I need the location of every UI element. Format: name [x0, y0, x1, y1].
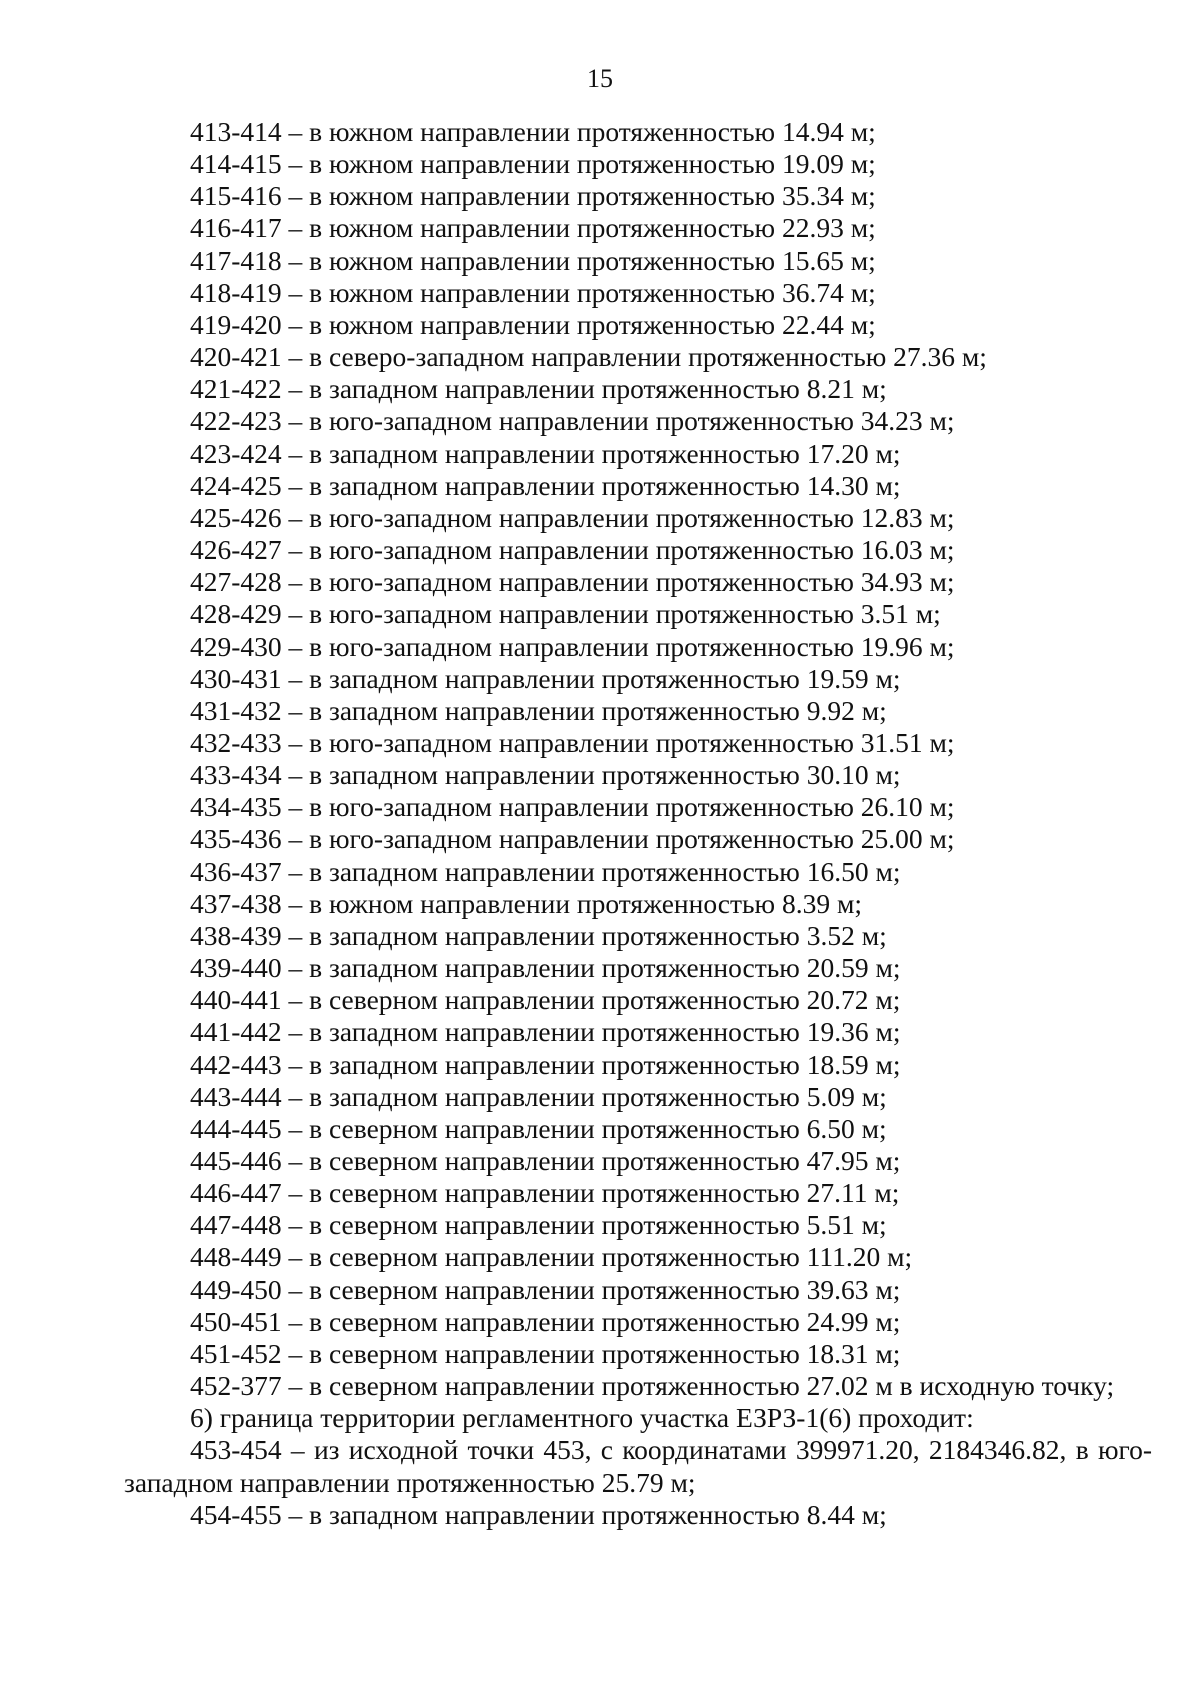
segment-line: 441-442 – в западном направлении протяженностью 19.36 м;	[190, 1016, 901, 1048]
segment-line: 413-414 – в южном направлении протяженностью 14.94 м;	[190, 116, 876, 147]
segment-line: 435-436 – в юго-западном направлении протяженностью 25.00 м;	[190, 823, 955, 855]
segment-line: 418-419 – в южном направлении протяженностью 36.74 м;	[190, 276, 876, 308]
segment-line: 446-447 – в северном направлении протяженностью 27.11 м;	[190, 1177, 900, 1209]
segment-line: 454-455 – в западном направлении протяженностью 8.44 м;	[190, 1498, 887, 1530]
segment-line: 421-422 – в западном направлении протяженностью 8.21 м;	[190, 373, 887, 405]
page-number: 15	[587, 64, 613, 93]
segment-line: 419-420 – в южном направлении протяженностью 22.44 м;	[190, 308, 876, 340]
segment-line: 420-421 – в северо-западном направлении протяженностью 27.36 м;	[190, 341, 987, 373]
segment-line: 433-434 – в западном направлении протяженностью 30.10 м;	[190, 759, 901, 791]
segment-line: 452-377 – в северном направлении протяженностью 27.02 м в исходную точку;	[190, 1370, 1115, 1402]
segment-line: 423-424 – в западном направлении протяженностью 17.20 м;	[190, 437, 901, 469]
segment-line: 437-438 – в южном направлении протяженностью 8.39 м;	[190, 887, 863, 919]
segment-line: 447-448 – в северном направлении протяженностью 5.51 м;	[190, 1209, 887, 1241]
segment-line: 445-446 – в северном направлении протяженностью 47.95 м;	[190, 1145, 901, 1176]
segment-line: 416-417 – в южном направлении протяженностью 22.93 м;	[190, 212, 876, 244]
segment-line: 430-431 – в западном направлении протяженностью 19.59 м;	[190, 662, 901, 694]
segment-line: 415-416 – в южном направлении протяженностью 35.34 м;	[190, 180, 876, 212]
segment-line: 432-433 – в юго-западном направлении протяженностью 31.51 м;	[190, 726, 955, 758]
segment-line: 440-441 – в северном направлении протяженностью 20.72 м;	[190, 984, 901, 1016]
document-body	[124, 116, 1152, 1531]
segment-line: 417-418 – в южном направлении протяженностью 15.65 м;	[190, 244, 876, 276]
segment-line: 439-440 – в западном направлении протяженностью 20.59 м;	[190, 952, 901, 984]
segment-line: 444-445 – в северном направлении протяженностью 6.50 м;	[190, 1112, 887, 1144]
segment-line: 443-444 – в западном направлении протяженностью 5.09 м;	[190, 1080, 887, 1112]
segment-line: 431-432 – в западном направлении протяженностью 9.92 м;	[190, 694, 887, 726]
segment-line: 449-450 – в северном направлении протяженностью 39.63 м;	[190, 1273, 901, 1305]
segment-paragraph-453: 453-454 – из исходной точки 453, с координатами 399971.20, 2184346.82, в юго-западном направлении протяженностью 25.79 м;	[124, 1434, 1152, 1498]
segment-line: 448-449 – в северном направлении протяженностью 111.20 м;	[190, 1241, 913, 1273]
segment-line: 436-437 – в западном направлении протяженностью 16.50 м;	[190, 855, 901, 887]
segment-line: 422-423 – в юго-западном направлении протяженностью 34.23 м;	[190, 405, 955, 437]
segment-line: 428-429 – в юго-западном направлении протяженностью 3.51 м;	[190, 598, 941, 630]
segment-line: 438-439 – в западном направлении протяженностью 3.52 м;	[190, 919, 887, 951]
segment-line: 425-426 – в юго-западном направлении протяженностью 12.83 м;	[190, 501, 955, 533]
section-heading: 6) граница территории регламентного участка ЕЗРЗ-1(6) проходит:	[190, 1402, 974, 1434]
segment-line: 451-452 – в северном направлении протяженностью 18.31 м;	[190, 1337, 901, 1369]
segment-line: 414-415 – в южном направлении протяженностью 19.09 м;	[190, 148, 876, 180]
segment-line: 424-425 – в западном направлении протяженностью 14.30 м;	[190, 469, 901, 501]
segment-line: 426-427 – в юго-западном направлении протяженностью 16.03 м;	[190, 534, 955, 566]
segment-line: 450-451 – в северном направлении протяженностью 24.99 м;	[190, 1305, 901, 1337]
segment-line: 427-428 – в юго-западном направлении протяженностью 34.93 м;	[190, 566, 955, 598]
segment-line: 434-435 – в юго-западном направлении протяженностью 26.10 м;	[190, 791, 955, 823]
segment-line: 442-443 – в западном направлении протяженностью 18.59 м;	[190, 1048, 901, 1080]
segment-line: 429-430 – в юго-западном направлении протяженностью 19.96 м;	[190, 630, 955, 662]
